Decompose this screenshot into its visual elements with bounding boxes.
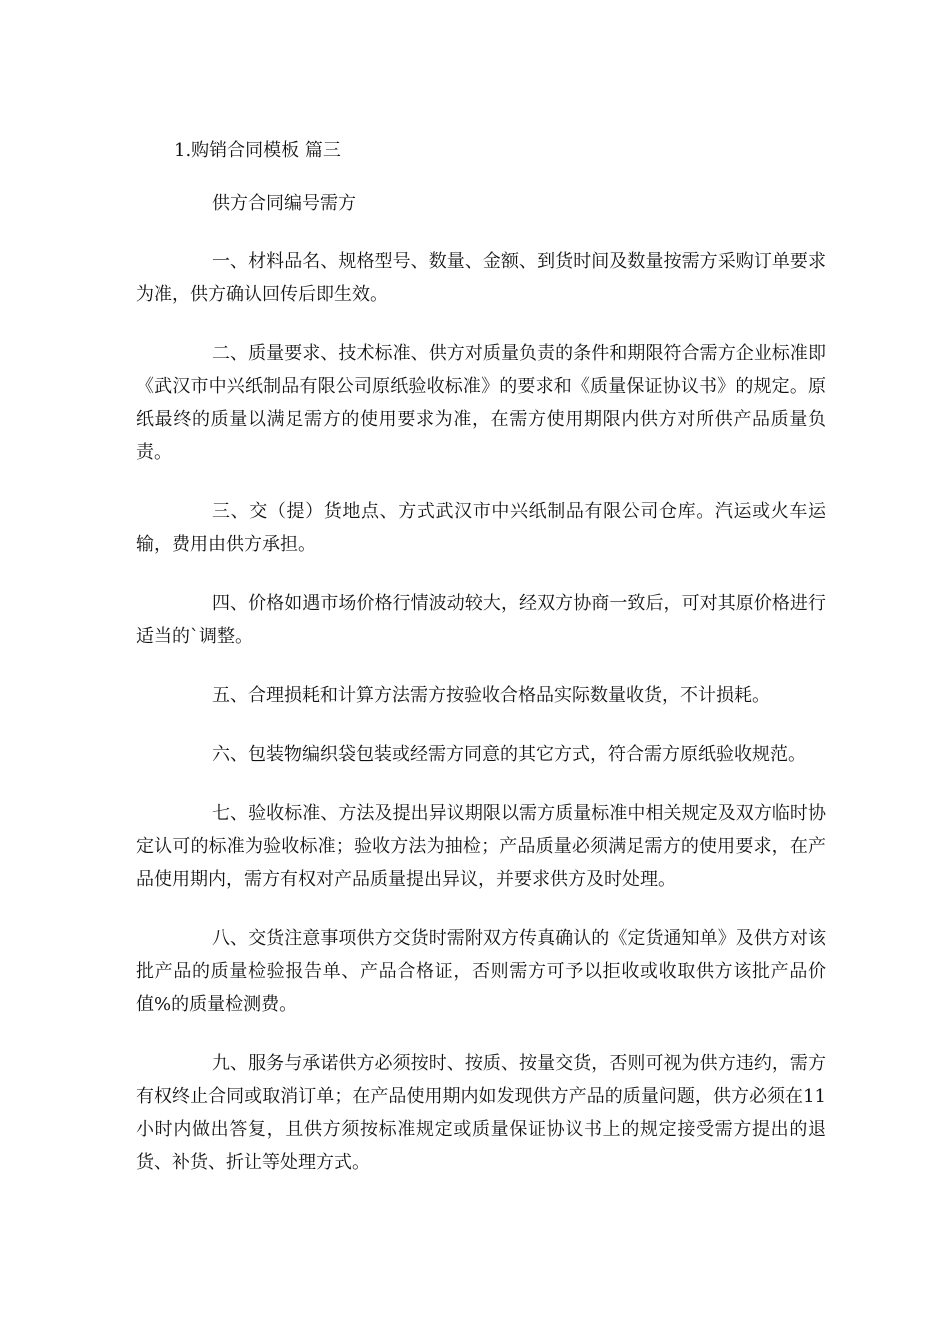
- clause-6: 六、包装物编织袋包装或经需方同意的其它方式，符合需方原纸验收规范。: [212, 744, 806, 765]
- document-subheading: 供方合同编号需方: [212, 193, 356, 214]
- clause-2: 二、质量要求、技术标准、供方对质量负责的条件和期限符合需方企业标准即《武汉市中兴纸制品有限公司原纸验收标准》的要求和《质量保证协议书》的规定。原纸最终的质量以满足需方的使用要求为准，在需方使用期限内供方对所供产品质量负责。: [136, 343, 826, 463]
- clause-5: 五、合理损耗和计算方法需方按验收合格品实际数量收货，不计损耗。: [212, 685, 770, 706]
- clause-1: 一、材料品名、规格型号、数量、金额、到货时间及数量按需方采购订单要求为准，供方确认回传后即生效。: [136, 251, 826, 305]
- clause-8: 八、交货注意事项供方交货时需附双方传真确认的《定货通知单》及供方对该批产品的质量检验报告单、产品合格证，否则需方可予以拒收或收取供方该批产品价值%的质量检测费。: [136, 928, 826, 1015]
- clause-7: 七、验收标准、方法及提出异议期限以需方质量标准中相关规定及双方临时协定认可的标准为验收标准；验收方法为抽检；产品质量必须满足需方的使用要求，在产品使用期内，需方有权对产品质量提出异议，并要求供方及时处理。: [136, 803, 826, 890]
- clause-list: [136, 245, 826, 1205]
- clause-9: 九、服务与承诺供方必须按时、按质、按量交货，否则可视为供方违约，需方有权终止合同或取消订单；在产品使用期内如发现供方产品的质量问题，供方必须在11小时内做出答复，且供方须按标准规定或质量保证协议书上的规定接受需方提出的退货、补货、折让等处理方式。: [136, 1053, 826, 1173]
- document-heading: 1.购销合同模板 篇三: [174, 140, 341, 161]
- clause-3: 三、交（提）货地点、方式武汉市中兴纸制品有限公司仓库。汽运或火车运输，费用由供方承担。: [136, 501, 826, 555]
- clause-4: 四、价格如遇市场价格行情波动较大，经双方协商一致后，可对其原价格进行适当的`调整。: [136, 593, 826, 647]
